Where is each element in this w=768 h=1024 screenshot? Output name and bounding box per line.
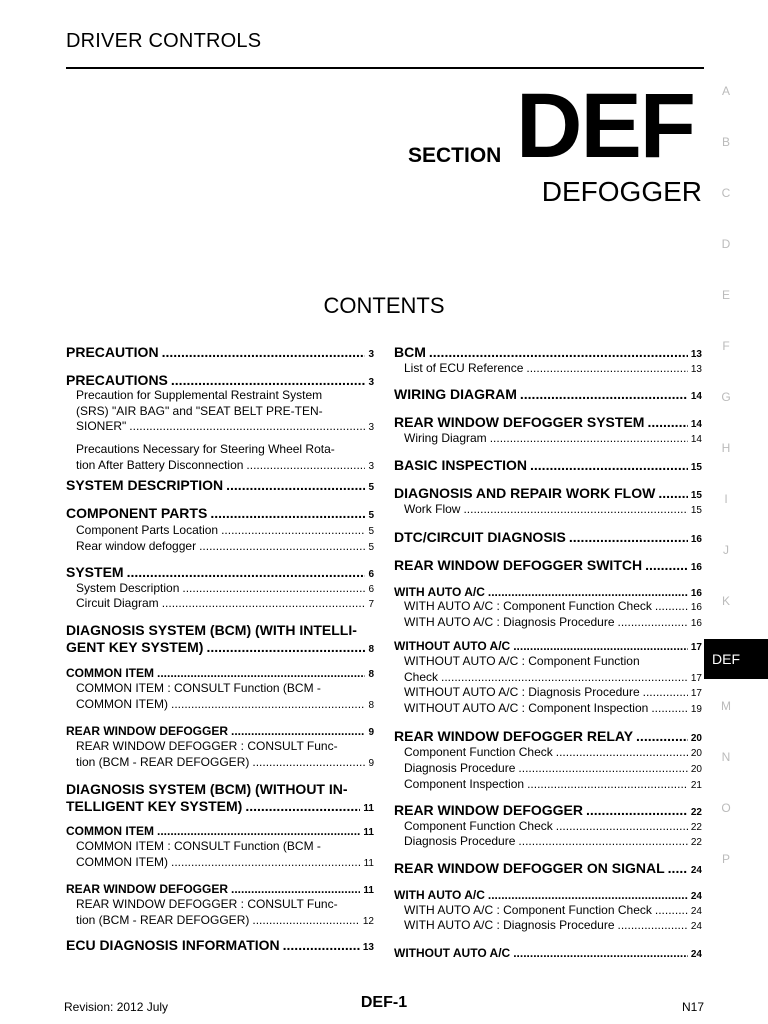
toc-page-number: 24 bbox=[690, 865, 702, 876]
toc-entry-title: COMMON ITEM) bbox=[76, 854, 168, 869]
dot-leader bbox=[127, 564, 366, 581]
dot-leader bbox=[171, 697, 365, 713]
toc-entry[interactable] bbox=[66, 622, 374, 658]
toc-page-number: 6 bbox=[368, 584, 374, 595]
dot-leader bbox=[206, 639, 365, 656]
toc-page-number: 8 bbox=[368, 669, 374, 680]
dot-leader bbox=[490, 431, 688, 447]
toc-entry[interactable] bbox=[394, 701, 702, 718]
dot-leader bbox=[182, 581, 365, 597]
toc-page-number: 15 bbox=[690, 505, 702, 516]
revision-note: Revision: 2012 July bbox=[64, 1000, 169, 1014]
side-tab-m[interactable]: M bbox=[721, 699, 731, 713]
toc-entry-title: REAR WINDOW DEFOGGER ON SIGNAL bbox=[394, 860, 665, 876]
side-tab-b[interactable]: B bbox=[721, 135, 730, 149]
toc-page-number: 3 bbox=[368, 422, 374, 433]
dot-leader bbox=[199, 539, 365, 555]
dot-leader bbox=[586, 802, 688, 819]
toc-entry[interactable] bbox=[394, 615, 702, 632]
toc-page-number: 5 bbox=[368, 526, 374, 537]
toc-entry[interactable] bbox=[66, 388, 374, 436]
dot-leader bbox=[643, 685, 688, 701]
dot-leader bbox=[526, 361, 687, 377]
contents-title: CONTENTS bbox=[323, 293, 445, 318]
dot-leader bbox=[157, 665, 365, 682]
side-tab-o[interactable]: O bbox=[721, 801, 731, 815]
toc-page-number: 15 bbox=[690, 462, 702, 473]
toc-page-number: 16 bbox=[690, 618, 702, 629]
toc-entry-title: Component Function Check bbox=[404, 745, 553, 759]
dot-leader bbox=[569, 529, 688, 546]
toc-entry-title: WITHOUT AUTO A/C bbox=[394, 946, 511, 960]
toc-entry-text: DIAGNOSIS SYSTEM (BCM) (WITHOUT IN- bbox=[66, 781, 348, 797]
toc-entry[interactable] bbox=[66, 739, 374, 771]
dot-leader bbox=[556, 745, 688, 761]
toc-entry-text: Precautions Necessary for Steering Wheel Rota- bbox=[76, 442, 335, 456]
side-tab-n[interactable]: N bbox=[721, 750, 731, 764]
toc-entry-title: COMMON ITEM bbox=[66, 666, 154, 680]
toc-entry-title: Component Inspection bbox=[404, 777, 525, 791]
dot-leader bbox=[221, 523, 365, 539]
toc-page-number: 3 bbox=[368, 349, 374, 360]
toc-entry-title: System Description bbox=[76, 581, 180, 595]
toc-page-number: 11 bbox=[363, 803, 374, 814]
dot-leader bbox=[231, 881, 360, 898]
toc-page-number: 24 bbox=[690, 906, 702, 917]
toc-page-number: 8 bbox=[368, 699, 374, 711]
toc-page-number: 20 bbox=[690, 733, 702, 744]
toc-entry[interactable] bbox=[66, 937, 374, 956]
toc-entry[interactable] bbox=[66, 596, 374, 613]
dot-leader bbox=[162, 344, 366, 361]
dot-leader bbox=[283, 937, 360, 954]
dot-leader bbox=[226, 477, 365, 494]
toc-entry-title: WITH AUTO A/C bbox=[394, 888, 485, 902]
dot-leader bbox=[231, 723, 365, 740]
toc-entry-title: DIAGNOSIS AND REPAIR WORK FLOW bbox=[394, 485, 656, 501]
toc-page-number: 16 bbox=[690, 534, 702, 545]
toc-entry[interactable] bbox=[66, 523, 374, 540]
toc-entry[interactable] bbox=[66, 344, 374, 363]
side-tab-h[interactable]: H bbox=[721, 441, 731, 455]
toc-entry-title: REAR WINDOW DEFOGGER bbox=[66, 724, 228, 738]
dot-leader bbox=[527, 777, 688, 793]
toc-entry-title: Component Function Check bbox=[404, 819, 553, 833]
dot-leader bbox=[658, 485, 688, 502]
toc-entry-title: Diagnosis Procedure bbox=[404, 834, 516, 848]
toc-entry-title: Work Flow bbox=[404, 502, 461, 516]
dot-leader bbox=[463, 502, 687, 518]
toc-page-number: 5 bbox=[368, 510, 374, 521]
toc-page-number: 20 bbox=[690, 748, 702, 759]
toc-entry-title: WITH AUTO A/C : Diagnosis Procedure bbox=[404, 615, 615, 629]
toc-page-number: 9 bbox=[368, 727, 374, 738]
dot-leader bbox=[429, 344, 688, 361]
toc-page-number: 17 bbox=[690, 688, 702, 699]
section-label: SECTION bbox=[408, 144, 502, 167]
toc-entry-title: SYSTEM bbox=[66, 564, 124, 580]
toc-entry-title: BASIC INSPECTION bbox=[394, 457, 528, 473]
dot-leader bbox=[245, 798, 360, 815]
toc-page-number: 5 bbox=[368, 482, 374, 493]
toc-page-number: 11 bbox=[363, 857, 374, 869]
toc-entry-text: WITHOUT AUTO A/C : Component Function bbox=[404, 654, 640, 668]
header-rule bbox=[66, 67, 704, 69]
toc-entry-title: ECU DIAGNOSIS INFORMATION bbox=[66, 937, 280, 953]
toc-entry-title: WITHOUT AUTO A/C bbox=[394, 639, 511, 653]
toc-entry-text: DIAGNOSIS SYSTEM (BCM) (WITH INTELLI- bbox=[66, 622, 357, 638]
toc-entry[interactable] bbox=[394, 599, 702, 616]
toc-page-number: 3 bbox=[368, 460, 374, 472]
toc-entry[interactable] bbox=[394, 685, 702, 702]
toc-entry-title: GENT KEY SYSTEM) bbox=[66, 639, 204, 655]
toc-page-number: 19 bbox=[690, 704, 702, 715]
toc-entry-title: List of ECU Reference bbox=[404, 361, 524, 375]
toc-entry[interactable] bbox=[394, 386, 702, 405]
toc-page-number: 24 bbox=[690, 921, 702, 932]
toc-entry-title: Rear window defogger bbox=[76, 539, 197, 553]
toc-entry[interactable] bbox=[66, 539, 374, 556]
dot-leader bbox=[655, 903, 688, 919]
toc-entry-title: SYSTEM DESCRIPTION bbox=[66, 477, 224, 493]
model-code: N17 bbox=[681, 1000, 704, 1014]
toc-entry[interactable] bbox=[66, 442, 374, 474]
toc-page-number: 15 bbox=[690, 490, 702, 501]
toc-page-number: 17 bbox=[690, 672, 702, 684]
side-tab-e[interactable]: E bbox=[721, 288, 730, 302]
toc-page-number: 24 bbox=[690, 891, 702, 902]
toc-page-number: 13 bbox=[362, 942, 374, 953]
toc-entry-text: COMMON ITEM : CONSULT Function (BCM - bbox=[76, 681, 321, 695]
dot-leader bbox=[171, 855, 361, 871]
toc-entry[interactable] bbox=[394, 945, 702, 963]
dot-leader bbox=[513, 945, 688, 962]
toc-entry[interactable] bbox=[394, 457, 702, 476]
toc-entry[interactable] bbox=[66, 897, 374, 929]
toc-entry[interactable] bbox=[394, 557, 702, 576]
dot-leader bbox=[647, 414, 687, 431]
dot-leader bbox=[651, 701, 688, 717]
toc-entry-title: Circuit Diagram bbox=[76, 596, 159, 610]
toc-page-number: 21 bbox=[690, 780, 702, 791]
toc-entry-title: COMMON ITEM bbox=[66, 824, 154, 838]
toc-entry-title: PRECAUTION bbox=[66, 344, 159, 360]
dot-leader bbox=[210, 505, 365, 522]
toc-entry-title: Check bbox=[404, 669, 439, 684]
toc-page-number: 20 bbox=[690, 764, 702, 775]
toc-entry-title: PRECAUTIONS bbox=[66, 372, 168, 388]
toc-entry[interactable] bbox=[66, 505, 374, 524]
toc-page-number: 14 bbox=[690, 434, 702, 445]
manual-category-header: DRIVER CONTROLS bbox=[66, 30, 262, 52]
dot-leader bbox=[636, 728, 688, 745]
toc-entry[interactable] bbox=[66, 681, 374, 713]
toc-page-number: 5 bbox=[368, 542, 374, 553]
toc-entry[interactable] bbox=[394, 860, 702, 879]
toc-page-number: 3 bbox=[368, 377, 374, 388]
toc-entry-title: WITHOUT AUTO A/C : Component Inspection bbox=[404, 701, 649, 715]
side-tab-a[interactable]: A bbox=[721, 84, 730, 98]
toc-entry-text: COMMON ITEM : CONSULT Function (BCM - bbox=[76, 839, 321, 853]
toc-page-number: 17 bbox=[690, 642, 702, 653]
toc-entry-title: tion (BCM - REAR DEFOGGER) bbox=[76, 754, 250, 769]
side-tab-def[interactable]: DEF bbox=[704, 639, 768, 679]
dot-leader bbox=[518, 834, 687, 850]
toc-entry[interactable] bbox=[394, 431, 702, 448]
toc-entry-title: WITHOUT AUTO A/C : Diagnosis Procedure bbox=[404, 685, 640, 699]
dot-leader bbox=[530, 457, 688, 474]
toc-entry[interactable] bbox=[394, 777, 702, 794]
toc-entry-text: REAR WINDOW DEFOGGER : CONSULT Func- bbox=[76, 739, 338, 753]
toc-page-number: 14 bbox=[690, 419, 702, 430]
toc-entry[interactable] bbox=[394, 361, 702, 378]
dot-leader bbox=[246, 458, 365, 474]
toc-entry-title: WITH AUTO A/C : Component Function Check bbox=[404, 903, 652, 917]
toc-entry-title: COMPONENT PARTS bbox=[66, 505, 208, 521]
dot-leader bbox=[162, 596, 366, 612]
dot-leader bbox=[513, 638, 688, 655]
toc-entry[interactable] bbox=[394, 918, 702, 935]
side-tab-j[interactable]: J bbox=[723, 543, 729, 557]
toc-entry[interactable] bbox=[394, 834, 702, 851]
toc-entry-title: WITH AUTO A/C bbox=[394, 585, 485, 599]
toc-page-number: 13 bbox=[690, 364, 702, 375]
toc-entry-text: REAR WINDOW DEFOGGER : CONSULT Func- bbox=[76, 897, 338, 911]
toc-page-number: 11 bbox=[363, 885, 374, 896]
dot-leader bbox=[618, 615, 688, 631]
toc-entry-text: Precaution for Supplemental Restraint System bbox=[76, 388, 323, 402]
side-tab-g[interactable]: G bbox=[721, 390, 731, 404]
dot-leader bbox=[668, 860, 688, 877]
page-id: DEF-1 bbox=[360, 994, 408, 1011]
toc-page-number: 7 bbox=[368, 599, 374, 610]
toc-page-number: 16 bbox=[690, 588, 702, 599]
side-tab-p[interactable]: P bbox=[721, 852, 730, 866]
dot-leader bbox=[488, 887, 688, 904]
toc-page-number: 12 bbox=[362, 915, 374, 927]
toc-entry[interactable] bbox=[394, 502, 702, 519]
toc-entry-title: REAR WINDOW DEFOGGER RELAY bbox=[394, 728, 634, 744]
toc-entry-title: WITH AUTO A/C : Component Function Check bbox=[404, 599, 652, 613]
toc-entry-title: COMMON ITEM) bbox=[76, 696, 168, 711]
toc-entry[interactable] bbox=[394, 654, 702, 686]
toc-entry-title: WITH AUTO A/C : Diagnosis Procedure bbox=[404, 918, 615, 932]
side-tab-c[interactable]: C bbox=[721, 186, 731, 200]
toc-page-number: 22 bbox=[690, 807, 702, 818]
toc-page-number: 16 bbox=[690, 602, 702, 613]
toc-page-number: 22 bbox=[690, 837, 702, 848]
toc-entry-title: REAR WINDOW DEFOGGER bbox=[394, 802, 583, 818]
toc-entry[interactable] bbox=[66, 477, 374, 496]
side-tab-i[interactable]: I bbox=[724, 492, 728, 506]
dot-leader bbox=[441, 670, 688, 686]
toc-entry-title: WIRING DIAGRAM bbox=[394, 386, 517, 402]
toc-page-number: 16 bbox=[690, 562, 702, 573]
dot-leader bbox=[518, 761, 687, 777]
toc-entry-title: BCM bbox=[394, 344, 426, 360]
toc-page-number: 14 bbox=[690, 391, 702, 402]
dot-leader bbox=[157, 823, 360, 840]
dot-leader bbox=[655, 599, 688, 615]
dot-leader bbox=[520, 386, 688, 403]
side-tab-d[interactable]: D bbox=[721, 237, 731, 251]
dot-leader bbox=[645, 557, 688, 574]
dot-leader bbox=[556, 819, 688, 835]
toc-entry-title: Component Parts Location bbox=[76, 523, 219, 537]
toc-entry-title: Diagnosis Procedure bbox=[404, 761, 516, 775]
toc-entry-title: TELLIGENT KEY SYSTEM) bbox=[66, 798, 243, 814]
toc-entry-title: tion (BCM - REAR DEFOGGER) bbox=[76, 912, 250, 927]
toc-entry[interactable] bbox=[394, 529, 702, 548]
toc-entry-title: tion After Battery Disconnection bbox=[76, 457, 244, 472]
toc-page-number: 6 bbox=[368, 569, 374, 580]
toc-page-number: 9 bbox=[368, 757, 374, 769]
section-code: DEF bbox=[516, 75, 694, 177]
toc-entry[interactable] bbox=[394, 761, 702, 778]
dot-leader bbox=[252, 913, 360, 929]
toc-entry-title: Wiring Diagram bbox=[404, 431, 487, 445]
toc-entry[interactable] bbox=[394, 745, 702, 762]
dot-leader bbox=[171, 372, 366, 389]
toc-page-number: 24 bbox=[690, 949, 702, 960]
toc-entry[interactable] bbox=[66, 781, 374, 817]
toc-entry-text: (SRS) "AIR BAG" and "SEAT BELT PRE-TEN- bbox=[76, 403, 323, 418]
toc-entry-title: REAR WINDOW DEFOGGER bbox=[66, 882, 228, 896]
side-tab-f[interactable]: F bbox=[722, 339, 730, 353]
toc-page-number: 11 bbox=[363, 827, 374, 838]
toc-entry-title: DTC/CIRCUIT DIAGNOSIS bbox=[394, 529, 566, 545]
dot-leader bbox=[252, 755, 365, 771]
toc-page-number: 13 bbox=[690, 349, 702, 360]
section-name: DEFOGGER bbox=[541, 176, 702, 207]
toc-entry-title: REAR WINDOW DEFOGGER SWITCH bbox=[394, 557, 643, 573]
dot-leader bbox=[129, 419, 365, 435]
toc-entry[interactable] bbox=[66, 839, 374, 871]
toc-page-number: 22 bbox=[690, 822, 702, 833]
toc-page-number: 8 bbox=[368, 644, 374, 655]
toc-entry-title: REAR WINDOW DEFOGGER SYSTEM bbox=[394, 414, 645, 430]
toc-entry-title: SIONER" bbox=[76, 419, 127, 433]
dot-leader bbox=[618, 918, 688, 934]
side-tab-k[interactable]: K bbox=[721, 594, 730, 608]
